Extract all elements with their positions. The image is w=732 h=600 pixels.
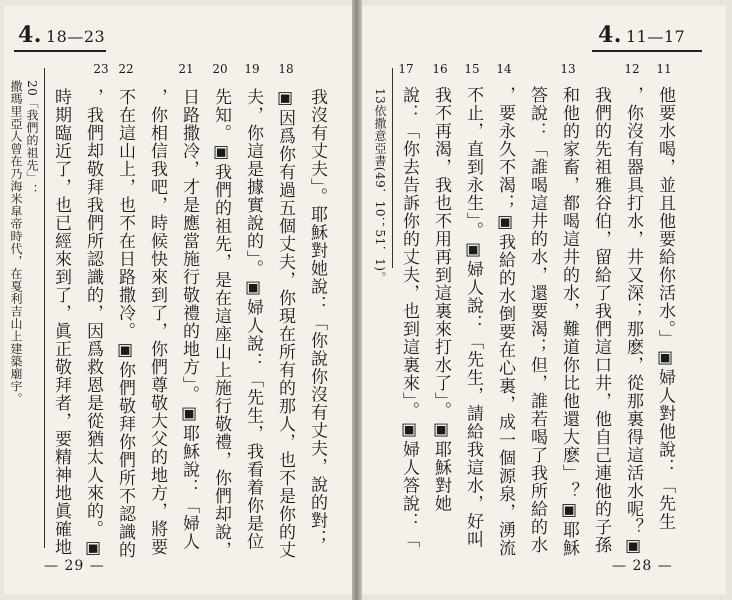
text-column: 不在這山上，也不在日路撒冷。▣你們敬拜你們所不認識的: [115, 88, 135, 559]
text-column: ，你沒有器具打水，井又深；那麽，從那裏得這活水呢？▣: [623, 86, 643, 557]
verse-number: 19: [244, 62, 260, 76]
left-chapter-number: 4.: [18, 22, 42, 48]
verse-number: 22: [118, 62, 134, 76]
left-verse-reference: [18, 22, 105, 48]
text-column: ，要永久不渴；▣我給的水倒要在心裏，成一個源泉，湧流: [495, 86, 515, 557]
text-column: 不止，直到永生」。▣婦人說：「先生，請給我這水，好叫: [463, 86, 483, 549]
text-column: ▣因爲你有過五個丈夫，你現在所有的那人，也不是你的丈: [275, 88, 295, 559]
verse-number: 20: [212, 62, 228, 76]
text-column: 和他的家畜，都喝這井的水，難道你比他還大麽」？▣耶穌: [559, 86, 579, 557]
text-column: 日路撒冷，才是應當施行敬禮的地方」。▣耶穌說：「婦人: [179, 88, 199, 551]
left-page-number: — 29 —: [44, 558, 105, 574]
verse-number: 21: [178, 62, 194, 76]
text-column: ，我們却敬拜我們所認識的，因爲救恩是從猶太人來的。▣: [83, 88, 103, 559]
verse-number: 14: [496, 62, 512, 76]
footnote-label: 20「我們的祖先」：: [25, 80, 39, 197]
footnote-text: 13依撒意亞書(49．10；51．1)。: [373, 88, 387, 285]
left-header-rule: [14, 50, 106, 52]
verse-number: 18: [278, 62, 294, 76]
left-page: [4, 6, 352, 594]
text-column: 先知。▣我們的祖先，是在這座山上施行敬禮，你們却說，: [211, 88, 231, 559]
footnote-text: 撒瑪里亞人曾在乃海米皐帝時代，在戛利吉山上建築廟宇。: [9, 80, 23, 405]
text-column: 我們的先祖雅谷伯，留給了我們這口井，他自己連他的子孫: [591, 86, 611, 554]
footnote-divider: [392, 68, 393, 268]
verse-number: 17: [398, 62, 414, 76]
right-verse-reference: [598, 22, 685, 48]
text-column: 我沒有丈夫」。耶穌對她說：「你說你沒有丈夫，說的對；: [307, 88, 327, 548]
text-column: 夫，你這是據實說的」。▣婦人說：「先生，我看着你是位: [243, 88, 263, 551]
verse-number: 13: [560, 62, 576, 76]
verse-number: 23: [93, 62, 109, 76]
verse-number: 11: [656, 62, 672, 76]
right-page: [362, 6, 726, 594]
book-spine: [352, 0, 362, 600]
text-column: 我不再渴，我也不用再到這裏來打水了」。▣耶穌對她: [431, 86, 451, 513]
right-page-number: — 28 —: [612, 558, 673, 574]
text-column: ，你相信我吧，時候快來到了，你們尊敬大父的地方，將要: [147, 88, 167, 556]
text-column: 說：「你去告訴你的丈夫，也到這裏來」。▣婦人答說：「: [399, 86, 419, 549]
footnote-divider: [44, 68, 45, 548]
right-chapter-number: 4.: [598, 22, 622, 48]
verse-number: 12: [624, 62, 640, 76]
verse-number: 16: [432, 62, 448, 76]
text-column: 他要水喝，並且他要給你活水。」▣婦人對他說：「先生: [655, 86, 675, 531]
text-column: 時期臨近了，也已經來到了，眞正敬拜者，要精神地眞確地: [51, 88, 71, 556]
right-header-rule: [592, 50, 702, 52]
verse-number: 15: [464, 62, 480, 76]
left-verse-range: 18—23: [45, 27, 106, 46]
text-column: 答說：「誰喝這井的水，還要渴；但，誰若喝了我所給的水: [527, 86, 547, 554]
right-verse-range: 11—17: [625, 27, 686, 46]
